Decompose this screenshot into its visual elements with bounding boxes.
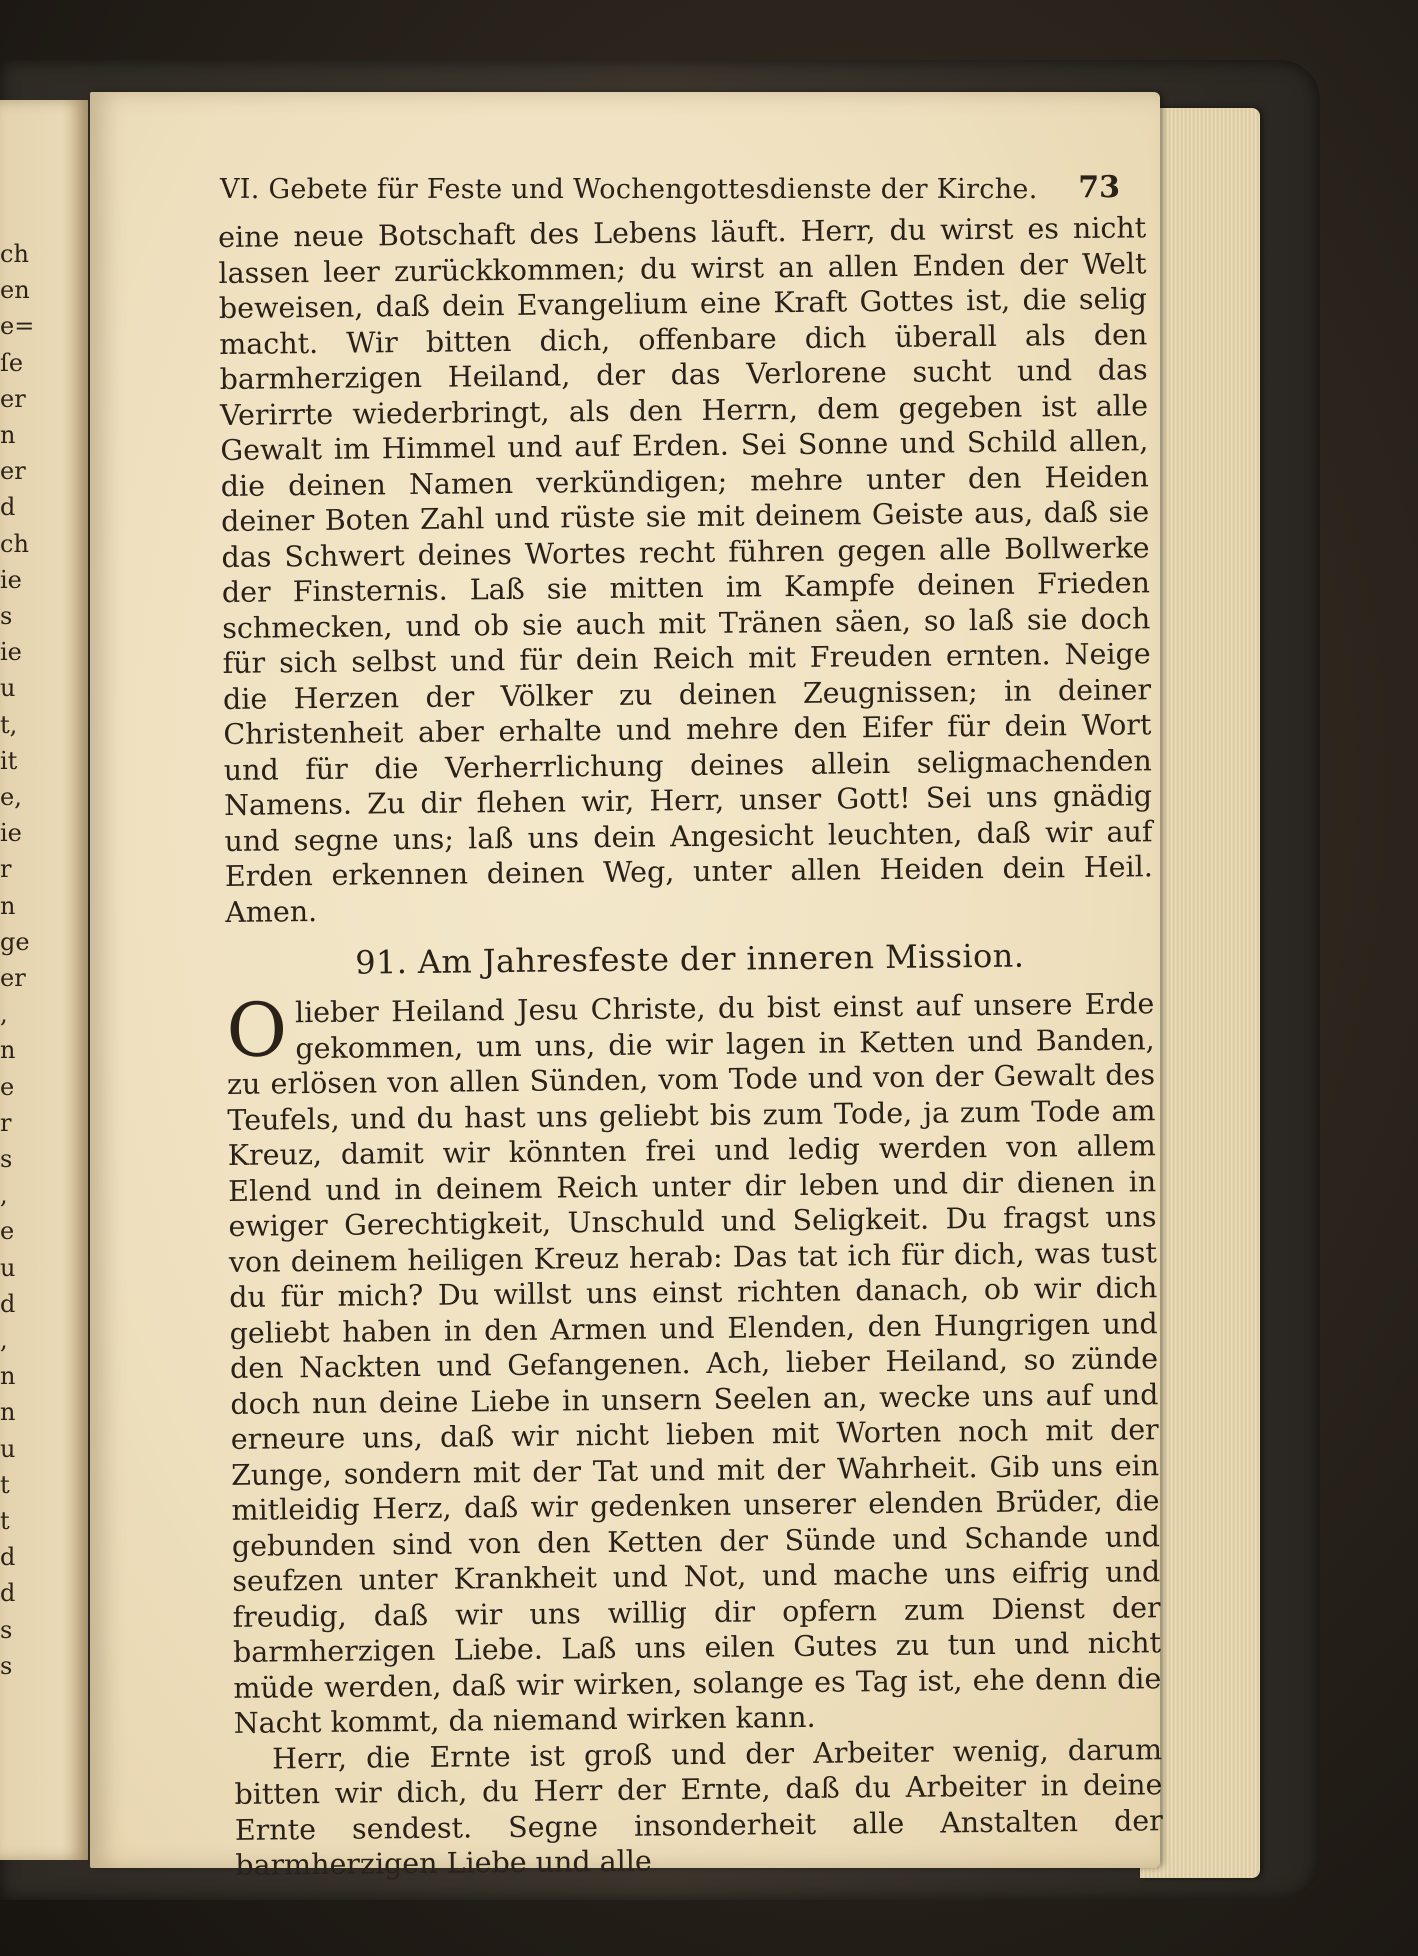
left-page-fragment: u (0, 1253, 16, 1282)
left-page-fragment: d (0, 1579, 16, 1608)
left-page-fragment: ch (0, 240, 29, 268)
left-page-fragment: ch (0, 529, 29, 558)
left-page-fragment: d (0, 493, 16, 522)
left-page-fragment: , (0, 1326, 8, 1354)
left-page-fragment: t (0, 1507, 10, 1535)
left-page-fragment: d (0, 1289, 16, 1318)
left-page-fragment: e (0, 1217, 15, 1246)
left-page-fragment: , (0, 1000, 8, 1029)
left-page-fragment: r (0, 1108, 12, 1137)
left-page-fragment: ie (0, 819, 22, 848)
left-page-fragment: , (0, 1181, 8, 1210)
left-page-fragment: s (0, 1145, 13, 1173)
left-page-fragment: d (0, 1543, 16, 1572)
left-page-fragment: s (0, 602, 13, 630)
left-page-fragment: t, (0, 710, 18, 739)
left-page-edge (0, 100, 88, 1860)
left-page-fragment: u (0, 674, 16, 703)
page-number: 73 (1078, 170, 1120, 205)
left-page-fragment: u (0, 1434, 16, 1463)
prayer-heading: 91. Am Jahresfeste der inneren Mission. (355, 936, 1025, 982)
left-page-fragment: r (0, 855, 12, 884)
left-page-fragment: n (0, 1398, 16, 1427)
left-page-fragment: ge (0, 927, 30, 956)
drop-cap: O (226, 987, 288, 1074)
left-page-fragment: s (0, 1651, 13, 1680)
running-head: VI. Gebete für Feste und Wochengottesdienste der Kirche. (220, 174, 1038, 205)
left-page-fragment: it (0, 746, 18, 775)
prayer-paragraph (226, 986, 1162, 1741)
left-page-fragment: er (0, 457, 26, 486)
left-page-fragment: n (0, 1036, 16, 1065)
left-page-fragment: ie (0, 638, 22, 667)
left-page-fragment: n (0, 1362, 16, 1391)
left-page-fragment: t (0, 1470, 10, 1499)
prayer-continued-paragraph: Herr, die Ernte ist groß und der Arbeiter wenig, darum bitten wir dich, du Herr der Ernte, daß du Arbeiter in deine Ernte sendest. Segne insonderheit alle Anstalten der barmherzigen Liebe und alle (234, 1732, 1163, 1882)
left-page-fragment: ſe (0, 348, 24, 377)
continued-prayer-text: eine neue Botschaft des Lebens läuft. Herr, du wirst es nicht lassen leer zurückkommen; du wirst an allen Enden der Welt beweisen, daß dein Evangelium eine Kraft Gottes ist, die selig macht. Wir bitten dich, offenbare dich überall als den barmherzigen Heiland, der das Verlorene sucht und das Verirrte wiederbringt, als den Herrn, dem gegeben ist alle Gewalt im Himmel und auf Erden. Sei Sonne und Schild allen, die deinen Namen verkündigen; mehre unter den Heiden deiner Boten Zahl und rüste sie mit deinem Geiste aus, daß sie das Schwert deines Wortes recht führen gegen alle Bollwerke der Finsternis. Laß sie mitten im Kampfe deinen Frieden schmecken, und ob sie auch mit Tränen säen, so laß sie doch für sich selbst und für dein Reich mit Freuden ernten. Neige die Herzen der Völker zu deinen Zeugnissen; in deiner Christenheit aber erhalte und mehre den Eifer für dein Wort und für die Verherrlichung deines allein seligmachenden Namens. Zu dir flehen wir, Herr, unser Gott! Sei uns gnädig und segne uns; laß uns dein Angesicht leuchten, daß wir auf Erden erkennen deinen Weg, unter allen Heiden dein Heil. Amen. (218, 211, 1153, 929)
left-page-fragment: er (0, 964, 26, 992)
left-page-fragment: en (0, 276, 30, 305)
left-page-fragment: e= (0, 312, 35, 341)
left-page-fragment: n (0, 421, 16, 449)
left-page-fragment: s (0, 1615, 13, 1644)
prayer-body-text: lieber Heiland Jesu Christe, du bist einst auf unsere Erde gekommen, um uns, die wir lagen in Ketten und Banden, zu erlösen von allen Sünden, vom Tode und von der Gewalt des Teufels, und du hast uns geliebt bis zum Tode, ja zum Tode am Kreuz, damit wir könnten frei und ledig werden von allem Elend und in deinem Reich unter dir leben und dir dienen in ewiger Gerechtigkeit, Unschuld und Seligkeit. Du fragst uns von deinem heiligen Kreuz herab: Das tat ich für dich, was tust du für mich? Du willst uns einst richten danach, ob wir dich geliebt haben in den Armen und Elenden, den Hungrigen und den Nackten und Gefangenen. Ach, lieber Heiland, so zünde doch nun deine Liebe in unsern Seelen an, wecke uns auf und erneure uns, daß wir nicht lieben mit Worten noch mit der Zunge, sondern mit der Tat und mit der Wahrheit. Gib uns ein mitleidig Herz, daß wir gedenken unserer elenden Brüder, die gebunden sind von den Ketten der Sünde und Schande und seufzen unter Krankheit und Not, und mache uns eifrig und freudig, daß wir uns willig dir opfern zum Dienst der barmherzigen Liebe. Laß uns eilen Gutes zu tun und nicht müde werden, daß wir wirken, solange es Tag ist, ehe denn die Nacht kommt, da niemand wirken kann. (226, 987, 1162, 1740)
left-page-fragment: e, (0, 783, 22, 811)
book-page (90, 92, 1163, 1882)
text-block (218, 210, 1163, 1883)
left-page-fragment: n (0, 891, 16, 920)
left-page-fragment: e (0, 1072, 15, 1101)
left-page-fragment: er (0, 384, 26, 413)
left-page-fragment: ie (0, 565, 22, 594)
